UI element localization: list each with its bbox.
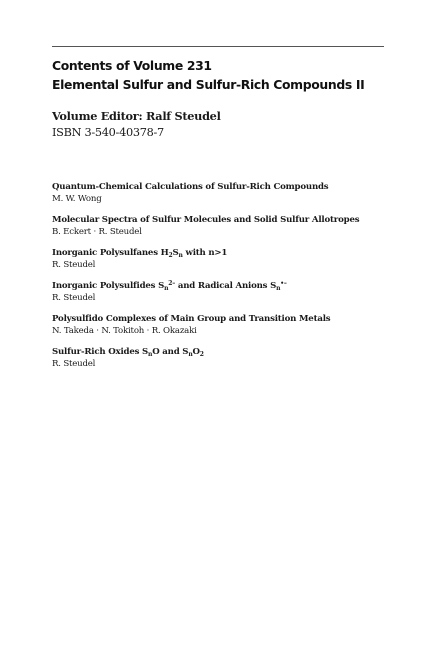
entry-title xyxy=(52,346,385,358)
contents-entry xyxy=(52,280,385,304)
volume-subtitle: Elemental Sulfur and Sulfur-Rich Compounds II xyxy=(52,77,365,92)
title-text: Sulfur-Rich Oxides S xyxy=(52,347,149,357)
superscript: 2– xyxy=(168,279,176,287)
subscript: n xyxy=(164,285,169,292)
subscript: n xyxy=(188,351,193,358)
contents-entry xyxy=(52,313,385,337)
entry-title: Polysulfido Complexes of Main Group and Transition Metals xyxy=(52,314,331,324)
volume-heading xyxy=(52,56,385,94)
superscript: •– xyxy=(280,279,287,287)
title-text: and Radical Anions S xyxy=(175,281,277,291)
volume-title: Contents of Volume 231 xyxy=(52,58,212,73)
entry-authors: R. Steudel xyxy=(52,260,96,270)
volume-editor: Volume Editor: Ralf Steudel xyxy=(52,109,221,123)
top-rule xyxy=(52,46,384,47)
title-text: Inorganic Polysulfides S xyxy=(52,281,165,291)
contents-entry xyxy=(52,247,385,271)
title-text: O xyxy=(192,347,200,357)
title-text: Inorganic Polysulfanes H xyxy=(52,248,169,258)
contents-entry xyxy=(52,181,385,205)
isbn: ISBN 3-540-40378-7 xyxy=(52,125,164,139)
subscript: n xyxy=(276,285,281,292)
entry-title: Molecular Spectra of Sulfur Molecules and Solid Sulfur Allotropes xyxy=(52,215,360,225)
entry-authors: M. W. Wong xyxy=(52,194,102,204)
entry-authors: N. Takeda · N. Tokitoh · R. Okazaki xyxy=(52,326,197,336)
entry-title xyxy=(52,280,385,292)
subscript: 2 xyxy=(199,351,204,358)
entry-authors: R. Steudel xyxy=(52,293,96,303)
title-text: S xyxy=(172,248,179,258)
subscript: 2 xyxy=(168,252,173,259)
title-text: with n>1 xyxy=(182,248,228,258)
title-text: O and S xyxy=(152,347,189,357)
contents-entry xyxy=(52,214,385,238)
entry-title: Quantum-Chemical Calculations of Sulfur-Rich Compounds xyxy=(52,182,329,192)
contents-list xyxy=(52,181,385,379)
entry-authors: R. Steudel xyxy=(52,359,96,369)
subscript: n xyxy=(178,252,183,259)
contents-entry xyxy=(52,346,385,370)
entry-title xyxy=(52,247,385,259)
editor-block xyxy=(52,109,221,140)
subscript: n xyxy=(148,351,153,358)
entry-authors: B. Eckert · R. Steudel xyxy=(52,227,142,237)
